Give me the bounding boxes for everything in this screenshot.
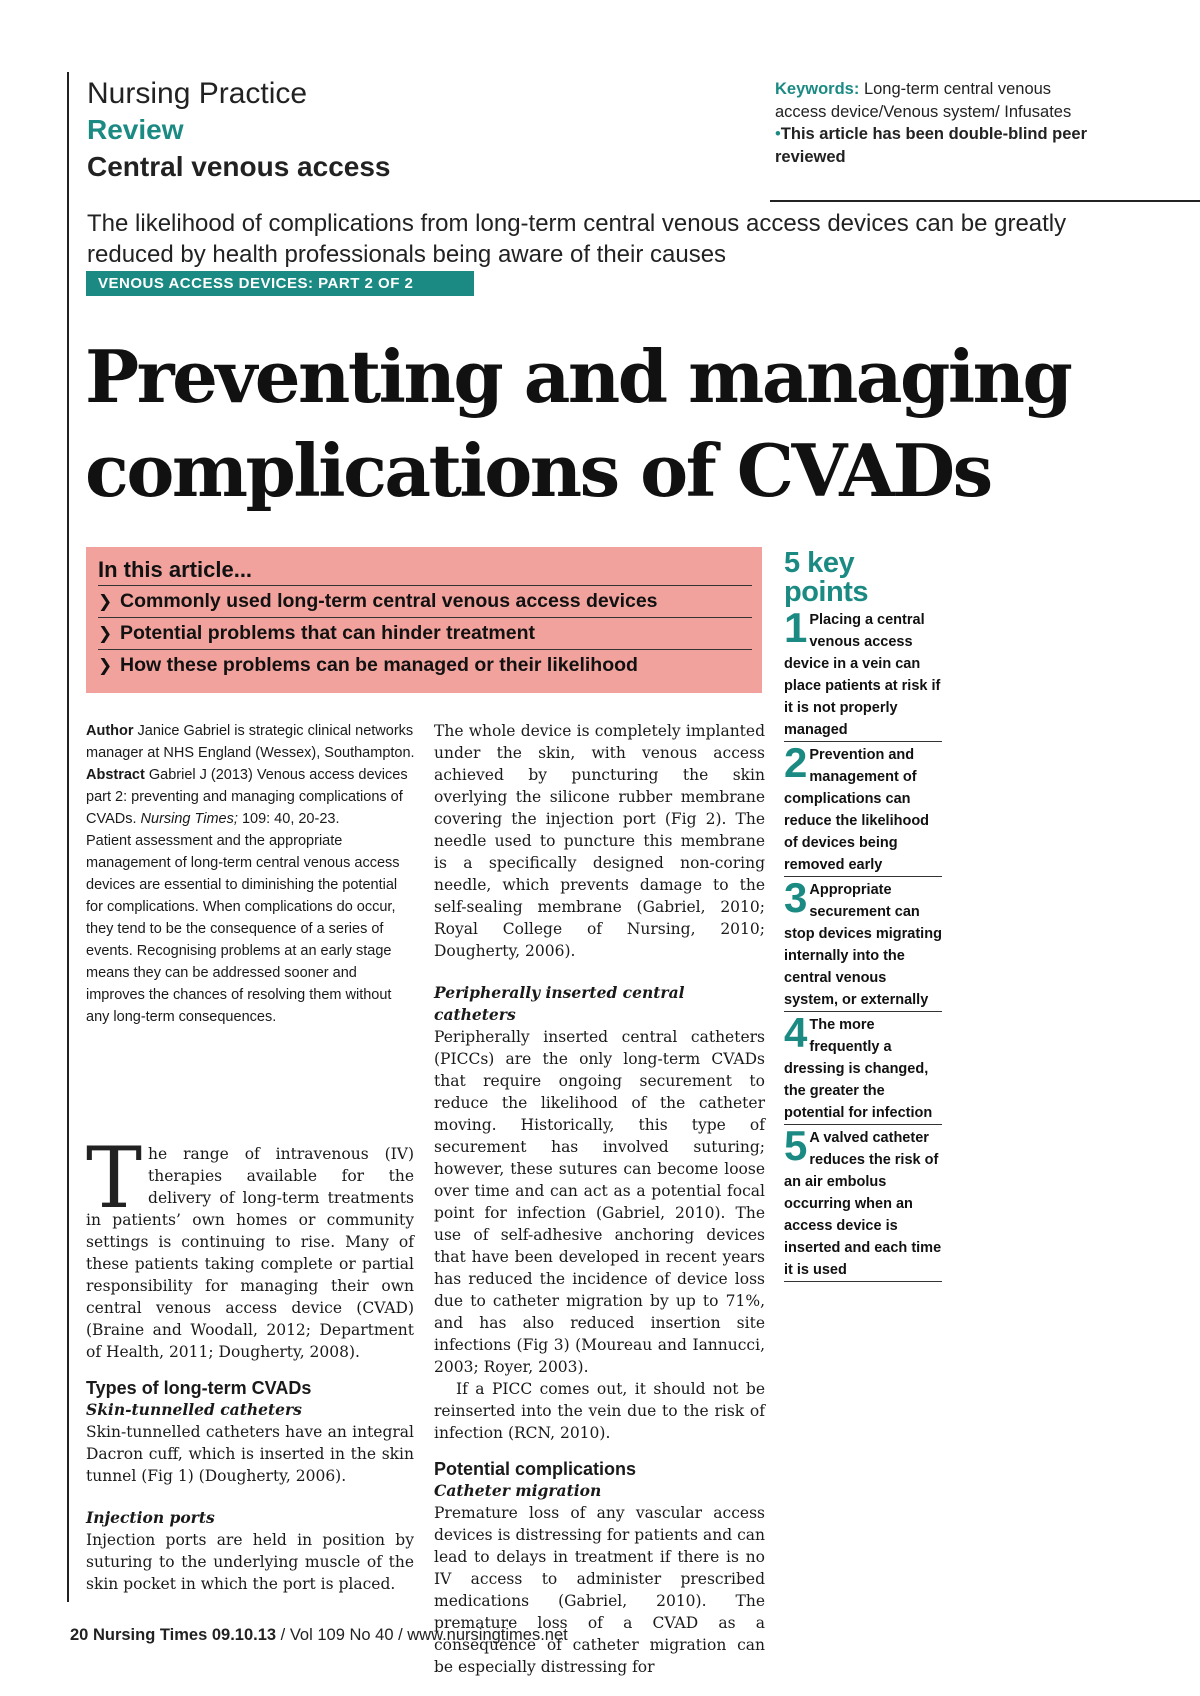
key-point-text: A valved catheter reduces the risk of an air embolus occurring when an access device is inserted and each time it is used [784,1130,942,1278]
subheading-picc: Peripherally inserted central catheters [434,983,685,1024]
heading-types: Types of long-term CVADs [86,1378,312,1398]
body-column-1 [86,1129,414,1595]
subheading-catheter-migration: Catheter migration [434,1481,602,1500]
key-points-sidebar [784,549,942,1282]
key-point [784,604,942,742]
bullet-icon: • [775,125,781,143]
key-point [784,874,942,1012]
headline-line-2: complications of CVADs [85,428,991,513]
in-this-article-box [86,547,762,693]
author-abstract [86,720,416,1028]
paragraph: If a PICC comes out, it should not be reinserted into the vein due to the risk of infection (RCN, 2010). [434,1380,765,1442]
page-number: 20 [70,1626,89,1644]
page-footer [70,1626,970,1645]
article-type: Review [87,114,184,145]
key-point-number: 1 [784,604,808,651]
author-line [86,720,416,764]
paragraph: Injection ports are held in position by suturing to the underlying muscle of the skin pocket in which the port is placed. [86,1531,414,1593]
article-topic: Central venous access [87,151,391,182]
author-label: Author [86,723,134,739]
key-point-text: Appropriate securement can stop devices migrating internally into the central venous system, or externally [784,882,942,1008]
in-this-article-title: In this article... [98,557,253,582]
masthead [87,76,727,186]
intro-paragraph [86,1129,414,1363]
paragraph: Premature loss of any vascular access devices is distressing for patients and can lead to delays in treatment if there is no IV access to administer prescribed medications (Gabriel, 2010). The premature loss of a CVAD as a consequence of catheter migration can be especially distressing for [434,1504,765,1676]
item-text: Commonly used long-term central venous access devices [120,590,658,612]
key-points-title-line: points [784,576,868,608]
article-meta [775,78,1105,168]
item-text: How these problems can be managed or their likelihood [120,654,638,676]
key-point-number: 2 [784,739,808,786]
subheading-skin-tunnelled: Skin-tunnelled catheters [86,1400,302,1419]
in-this-article-item [98,649,752,681]
abstract-line [86,764,416,830]
key-point [784,739,942,877]
peer-review-note: This article has been double-blind peer reviewed [775,125,1088,166]
paragraph: The whole device is completely implanted under the skin, with venous access achieved by puncturing the skin overlying the silicone rubber membrane covering the injection port (Fig 2). The needle used to puncture this membrane is a specifically designed non-coring needle, which prevents damage to the self-sealing membrane (Gabriel, 2010; Royal College of Nursing, 2010; Dougherty, 2006). [434,722,765,960]
abstract-citation: 109: 40, 20-23. [241,811,340,827]
heading-potential-complications: Potential complications [434,1459,637,1479]
author-text: Janice Gabriel is strategic clinical networks manager at NHS England (Wessex), Southampton. [86,723,415,761]
abstract-text: Gabriel J (2013) Venous access devices part 2: preventing and managing complications of CVADs. [86,767,408,827]
keywords-label: Keywords: [775,80,860,98]
left-rule [67,72,69,1602]
headline-line-1: Preventing and managing [85,334,1071,419]
volume-url: / Vol 109 No 40 / www.nursingtimes.net [280,1626,568,1644]
abstract-journal: Nursing Times; [140,811,238,827]
abstract-label: Abstract [86,767,145,783]
key-point-number: 5 [784,1122,808,1169]
key-point [784,1122,942,1282]
item-text: Potential problems that can hinder treatment [120,622,535,644]
intro-text: he range of intravenous (IV) therapies available for the delivery of long-term treatments in patients’ own homes or community settings is continuing to rise. Many of these patients taking complete or partial responsibility for managing their own central venous access device (CVAD) (Braine and Woodall, 2012; Department of Health, 2011; Dougherty, 2008). [86,1145,414,1361]
series-tag: VENOUS ACCESS DEVICES: PART 2 OF 2 [86,271,474,296]
body-column-2 [434,720,765,1678]
key-point-text: Prevention and management of complications can reduce the likelihood of devices being removed early [784,747,930,873]
key-point [784,1009,942,1125]
chevron-right-icon: ❯ [98,592,113,611]
key-point-number: 3 [784,874,808,921]
top-rule [770,200,1200,202]
summary: Patient assessment and the appropriate management of long-term central venous access devices are essential to diminishing the potential for complications. When complications do occur, they tend to be the consequence of a series of events. Recognising problems at an early stage means they can be addressed sooner and improves the chances of resolving them without any long-term consequences. [86,833,400,1025]
chevron-right-icon: ❯ [98,656,113,675]
paragraph: Peripherally inserted central catheters (PICCs) are the only long-term CVADs that require ongoing securement to reduce the likelihood of the catheter moving. Historically, this type of securement has involved suturing; however, these sutures can become loose over time and can act as a potential focal point for infection (Gabriel, 2010). The use of self-adhesive anchoring devices that have been developed in recent years has reduced the incidence of device loss due to catheter migration by up to 71%, and has also reduced insertion site infections (Fig 3) (Moureau and Iannucci, 2003; Royer, 2003). [434,1028,765,1376]
in-this-article-item [98,585,752,617]
standfirst: The likelihood of complications from long-term central venous access devices can be greatly reduced by health professionals being aware of their causes [87,210,1067,268]
key-point-text: The more frequently a dressing is changed, the greater the potential for infection [784,1017,933,1121]
key-point-number: 4 [784,1009,808,1056]
subheading-injection-ports: Injection ports [86,1508,215,1527]
journal-issue: Nursing Times 09.10.13 [92,1626,277,1644]
key-points-title-line: 5 key [784,547,855,579]
key-points-title [784,549,942,607]
section-label: Nursing Practice [87,77,308,110]
chevron-right-icon: ❯ [98,624,113,643]
paragraph: Skin-tunnelled catheters have an integral Dacron cuff, which is inserted in the skin tunnel (Fig 1) (Dougherty, 2006). [86,1423,414,1485]
key-point-text: Placing a central venous access device in a vein can place patients at risk if it is not properly managed [784,612,941,738]
headline [85,330,1185,518]
in-this-article-item [98,617,752,649]
keywords: Long-term central venous access device/Venous system/ Infusates [775,80,1072,121]
drop-cap: T [86,1129,143,1227]
